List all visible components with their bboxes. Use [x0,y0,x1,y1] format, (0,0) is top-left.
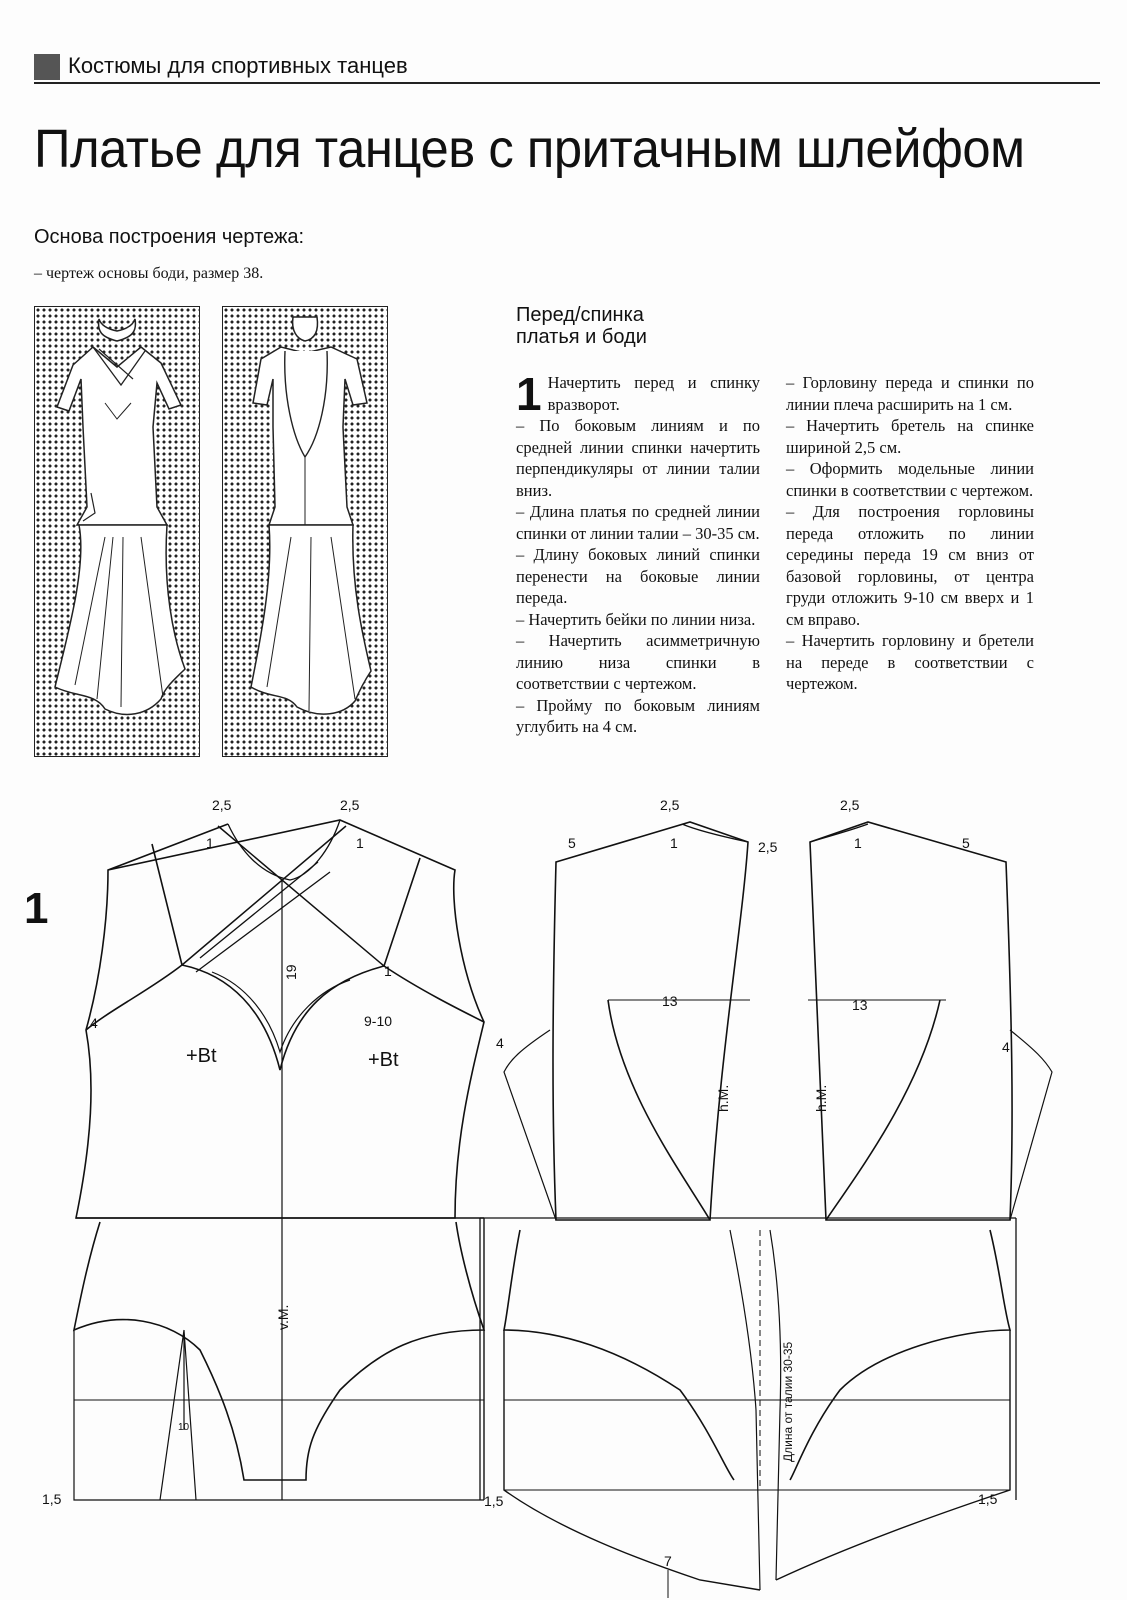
label-armhole-front-right: 4 [496,1035,504,1051]
label-bust-right: 1 [384,963,392,979]
label-strap-right: 2,5 [340,797,360,813]
instructions-heading-line2: платья и боди [516,326,647,348]
label-hem-side-right: 1,5 [978,1491,998,1507]
instruction-line: – Начертить асимметричную линию низа спинки в соответствии с чертежом. [516,631,760,693]
dress-front-illustration [34,306,200,757]
label-neck-back-right: 1 [854,835,862,851]
section-marker [34,54,60,80]
drawing-step-number: 1 [24,884,49,933]
label-strap-back-left: 2,5 [660,797,680,813]
instruction-line: – Пройму по боковым линиям углубить на 4 см. [516,695,760,736]
instruction-line: – Начертить бретель на спинке шириной 2,5 см. [786,416,1034,457]
instruction-line: – Длину боковых линий спинки перенести на боковые линии переда. [516,545,760,607]
label-hem-side-left: 1,5 [42,1491,62,1507]
instruction-line: – Длина платья по средней линии спинки от линии талии – 30-35 см. [516,502,760,543]
instructions-heading [516,304,647,348]
instruction-line: – По боковым линиям и по средней линии спинки начертить перпендикуляры от линии талии вниз. [516,416,760,500]
label-shoulder-back-left: 5 [568,835,576,851]
instruction-line: – Для построения горловины переда отложить по линии середины переда 19 см вниз от базовой горловины, от центра груди отложить 9-10 см вверх и 1 см вправо. [786,502,1034,629]
label-neck-right: 1 [356,835,364,851]
label-back-width-right: 13 [852,997,868,1013]
label-bust-point-right: +Bt [368,1049,399,1071]
label-back-center-left: h.M. [715,1084,731,1112]
label-hem-side-mid: 1,5 [484,1493,504,1509]
instruction-line: Начертить перед и спинку вразворот. [547,373,760,414]
basis-heading: Основа построения чертежа: [34,226,305,248]
instructions-left-column [516,368,760,738]
section-header [34,52,1100,84]
label-bust-up: 9-10 [364,1013,393,1029]
label-back-width-left: 13 [662,993,678,1009]
instruction-line: – Оформить модельные линии спинки в соответствии с чертежом. [786,459,1034,500]
label-dart: 10 [178,1422,190,1433]
label-back-hem: 7 [664,1553,672,1569]
label-back-center-right: h.M. [813,1084,829,1112]
instruction-line: – Горловину переда и спинки по линии плеча расширить на 1 см. [786,373,1034,414]
label-neck-depth: 19 [283,964,299,980]
instruction-line: – Начертить горловину и бретели на переде в соответствии с чертежом. [786,631,1034,693]
instructions-heading-line1: Перед/спинка [516,304,644,326]
label-neck-left: 1 [206,835,214,851]
instruction-line: – Начертить бейки по линии низа. [516,609,756,629]
page-title: Платье для танцев с притачным шлейфом [34,119,1025,179]
step-dropcap: 1 [516,368,542,420]
label-front-center: v.M. [275,1304,291,1330]
label-bust-point-left: +Bt [186,1045,217,1067]
label-strap-left: 2,5 [212,797,232,813]
label-strap-back-right: 2,5 [840,797,860,813]
basis-item: – чертеж основы боди, размер 38. [34,265,264,282]
section-title: Костюмы для спортивных танцев [68,53,408,78]
pattern-drawing [0,790,1127,1600]
instructions-right-column [786,372,1034,695]
label-armhole-left: 4 [90,1015,98,1031]
label-length-note: Длина от талии 30-35 [781,1341,795,1462]
label-strap-back-width: 2,5 [758,839,778,855]
label-shoulder-back-right: 5 [962,835,970,851]
label-armhole-back-right: 4 [1002,1039,1010,1055]
label-neck-back-left: 1 [670,835,678,851]
dress-back-illustration [222,306,388,757]
